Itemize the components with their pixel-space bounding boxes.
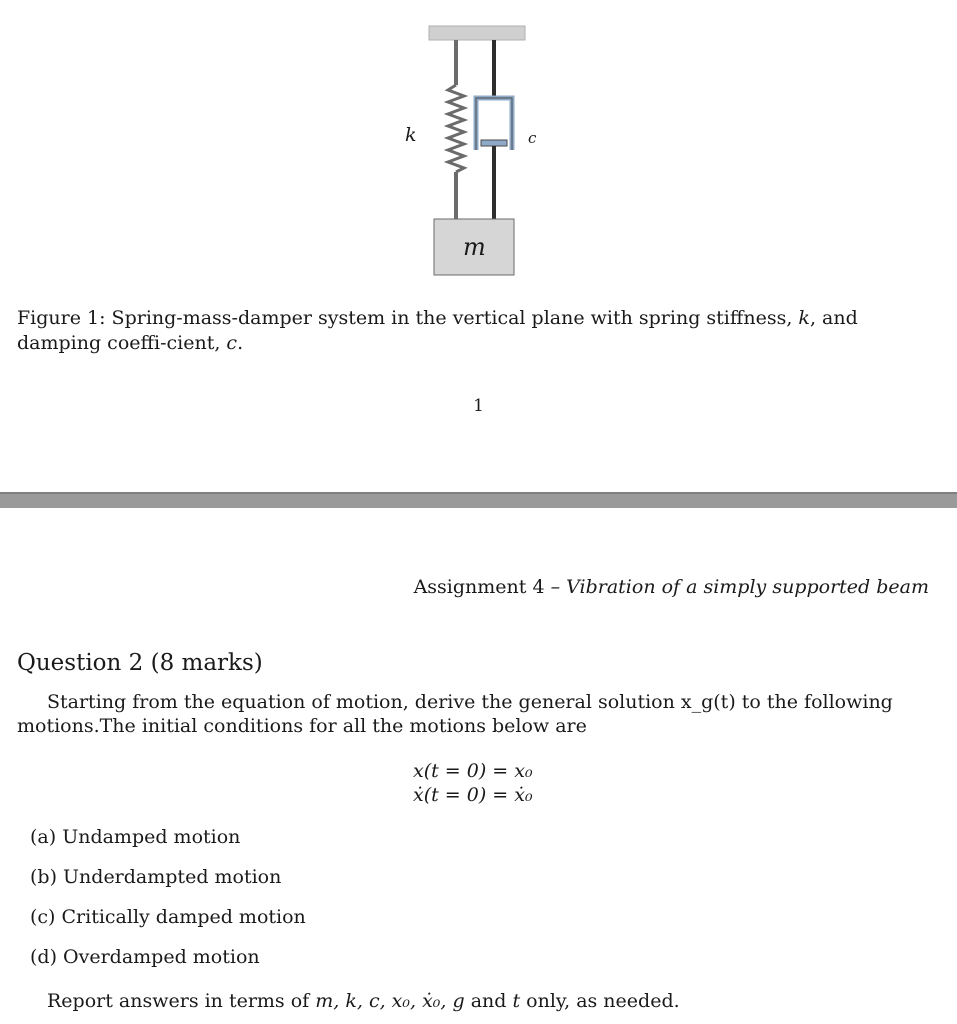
question-title: Question 2 (8 marks) xyxy=(17,650,263,676)
running-header xyxy=(414,576,929,598)
caption-c: c xyxy=(226,332,238,354)
caption-middle: , and damping coeffi-cient, xyxy=(17,307,858,354)
spring-coil xyxy=(448,85,464,172)
caption-k: k xyxy=(798,307,810,329)
mass-label: m xyxy=(463,233,486,261)
figure-caption xyxy=(17,306,937,356)
report-and: and xyxy=(464,990,513,1012)
report-instructions xyxy=(47,990,680,1012)
damper-top-rod xyxy=(492,40,496,100)
list-item: (b) Underdampted motion xyxy=(30,866,282,888)
page-number: 1 xyxy=(473,396,484,416)
report-vars: m, k, c, x₀, ẋ₀, g xyxy=(315,990,465,1012)
initial-condition-velocity: ẋ(t = 0) = ẋ₀ xyxy=(413,784,533,806)
spring-bottom-rod xyxy=(454,172,458,219)
list-item: (c) Critically damped motion xyxy=(30,906,306,928)
question-intro: Starting from the equation of motion, derive the general solution x_g(t) to the following motions.The initial conditions for all the motions below are xyxy=(17,691,893,737)
header-title: Vibration of a simply supported beam xyxy=(566,576,929,598)
report-t: t xyxy=(512,990,521,1012)
report-prefix: Report answers in terms of xyxy=(47,990,316,1012)
spring-top-rod xyxy=(454,40,458,85)
caption-suffix: . xyxy=(237,332,244,354)
header-assignment: Assignment 4 – xyxy=(413,576,567,598)
damper-piston xyxy=(481,140,507,146)
damper-bottom-rod xyxy=(492,146,496,219)
page-divider xyxy=(0,492,957,508)
figure-svg xyxy=(380,20,580,285)
initial-condition-position: x(t = 0) = x₀ xyxy=(413,760,533,782)
ceiling xyxy=(429,26,525,40)
report-suffix: only, as needed. xyxy=(520,990,680,1012)
list-item: (d) Overdamped motion xyxy=(30,946,260,968)
spring-mass-damper-figure xyxy=(380,20,580,285)
damper-label: c xyxy=(528,129,537,147)
list-item: (a) Undamped motion xyxy=(30,826,241,848)
spring-label: k xyxy=(405,124,417,146)
caption-prefix: Figure 1: Spring-mass-damper system in the vertical plane with spring stiffness, xyxy=(17,307,799,329)
